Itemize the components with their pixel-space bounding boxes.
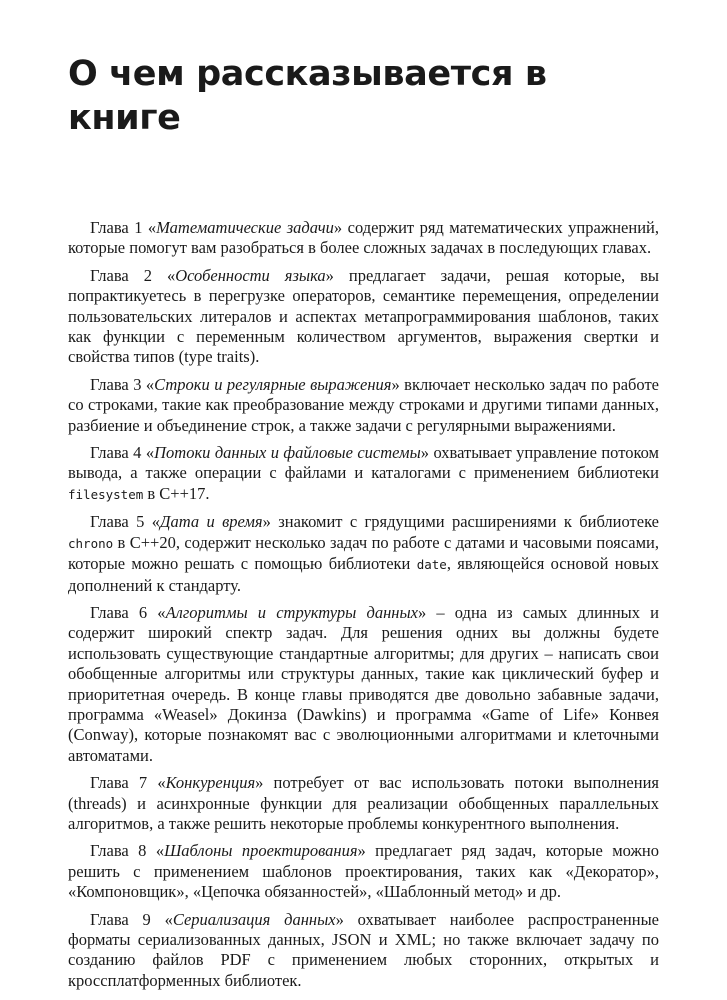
- chapter-5-code-chrono: chrono: [68, 535, 114, 551]
- chapter-5-prefix: Глава 5 «: [90, 512, 160, 532]
- chapter-5-code-date: date: [416, 557, 447, 573]
- chapter-7-title: Конкуренция: [165, 773, 256, 793]
- chapter-2-description: » предлагает задачи, решая которые, вы попрактикуетесь в перегрузке операторов, семантике перемещения, определении пользовательских литералов и аспектах метапрограммирования шаблонов, таких как функции с переменным количеством аргументов, выражения свертки и свойства типов (type traits).: [68, 265, 659, 367]
- chapter-8-description: » предлагает ряд задач, которые можно решить с применением шаблонов проектирования, таких как «Декоратор», «Компоновщик», «Цепочка обязанностей», «Шаблонный метод» и др.: [68, 841, 659, 902]
- chapter-list: [68, 218, 659, 991]
- chapter-7-description: » потребует от вас использовать потоки выполнения (threads) и асинхронные функции для реализации обобщенных параллельных алгоритмов, а также решить некоторые проблемы конкурентного выполнения.: [68, 773, 659, 833]
- chapter-2-prefix: Глава 2 «: [90, 265, 176, 285]
- chapter-8-prefix: Глава 8 «: [90, 841, 165, 861]
- chapter-3-prefix: Глава 3 «: [90, 374, 155, 394]
- chapter-9-paragraph: [68, 910, 659, 992]
- chapter-4-prefix: Глава 4 «: [90, 443, 155, 463]
- chapter-9-title: Сериализация данных: [172, 909, 336, 929]
- chapter-4-title: Потоки данных и файловые системы: [154, 443, 421, 463]
- chapter-6-paragraph: [68, 603, 659, 766]
- chapter-7-paragraph: [68, 773, 659, 834]
- chapter-9-description: » охватывает наиболее распространенные форматы сериализованных данных, JSON и XML; но также включает задачу по созданию файлов PDF с применением любых сторонних, открытых и кроссплатформенных библиотек.: [68, 909, 659, 990]
- chapter-2-paragraph: [68, 266, 659, 368]
- chapter-8-paragraph: [68, 841, 659, 902]
- chapter-1-title: Математические задачи: [156, 218, 334, 237]
- chapter-5-title: Дата и время: [159, 512, 263, 532]
- chapter-2-title: Особенности языка: [175, 265, 326, 285]
- chapter-5-middle: в C++20, содержит несколько задач по работе с датами и часовыми поясами, которые можно решать с помощью библиотеки: [68, 532, 659, 574]
- chapter-6-description: » – одна из самых длинных и содержит широкий спектр задач. Для решения одних вы должны будете использовать существующие стандартные алгоритмы; для других – написать свои обобщенные алгоритмы или структуры данных, такие как циклический буфер и приоритетная очередь. В конце главы приводятся две довольно забавные задачи, программа «Weasel» Докинза (Dawkins) и программа «Game of Life» Конвея (Conway), которые познакомят вас с эволюционными алгоритмами и клеточными автоматами.: [68, 602, 659, 765]
- chapter-6-title: Алгоритмы и структуры данных: [165, 602, 418, 622]
- chapter-5-tail: , являющейся основой новых дополнений к стандарту.: [68, 554, 659, 595]
- chapter-1-prefix: Глава 1 «: [90, 218, 157, 237]
- chapter-3-paragraph: [68, 375, 659, 436]
- chapter-4-code-filesystem: filesystem: [68, 486, 144, 502]
- chapter-9-prefix: Глава 9 «: [90, 909, 173, 929]
- chapter-5-description: » знакомит с грядущими расширениями к библиотеке: [262, 512, 659, 532]
- chapter-1-description: » содержит ряд математических упражнений, которые помогут вам разобраться в более сложных задачах в последующих главах.: [68, 218, 659, 258]
- chapter-4-paragraph: [68, 443, 659, 505]
- chapter-4-description: » охватывает управление потоком вывода, а также операции с файлами и каталогами с применением библиотеки: [68, 443, 659, 483]
- chapter-3-description: » включает несколько задач по работе со строками, такие как преобразование между строками и другими типами данных, разбиение и объединение строк, а также задачи с регулярными выражениями.: [68, 374, 659, 435]
- chapter-8-title: Шаблоны проектирования: [164, 841, 358, 861]
- page-title: О чем рассказывается в книге: [68, 54, 547, 138]
- chapter-5-paragraph: [68, 512, 659, 596]
- chapter-1-paragraph: [68, 218, 659, 259]
- chapter-3-title: Строки и регулярные выражения: [154, 374, 392, 394]
- chapter-7-prefix: Глава 7 «: [90, 773, 166, 793]
- chapter-4-tail: в C++17.: [143, 483, 210, 503]
- chapter-6-prefix: Глава 6 «: [90, 602, 166, 622]
